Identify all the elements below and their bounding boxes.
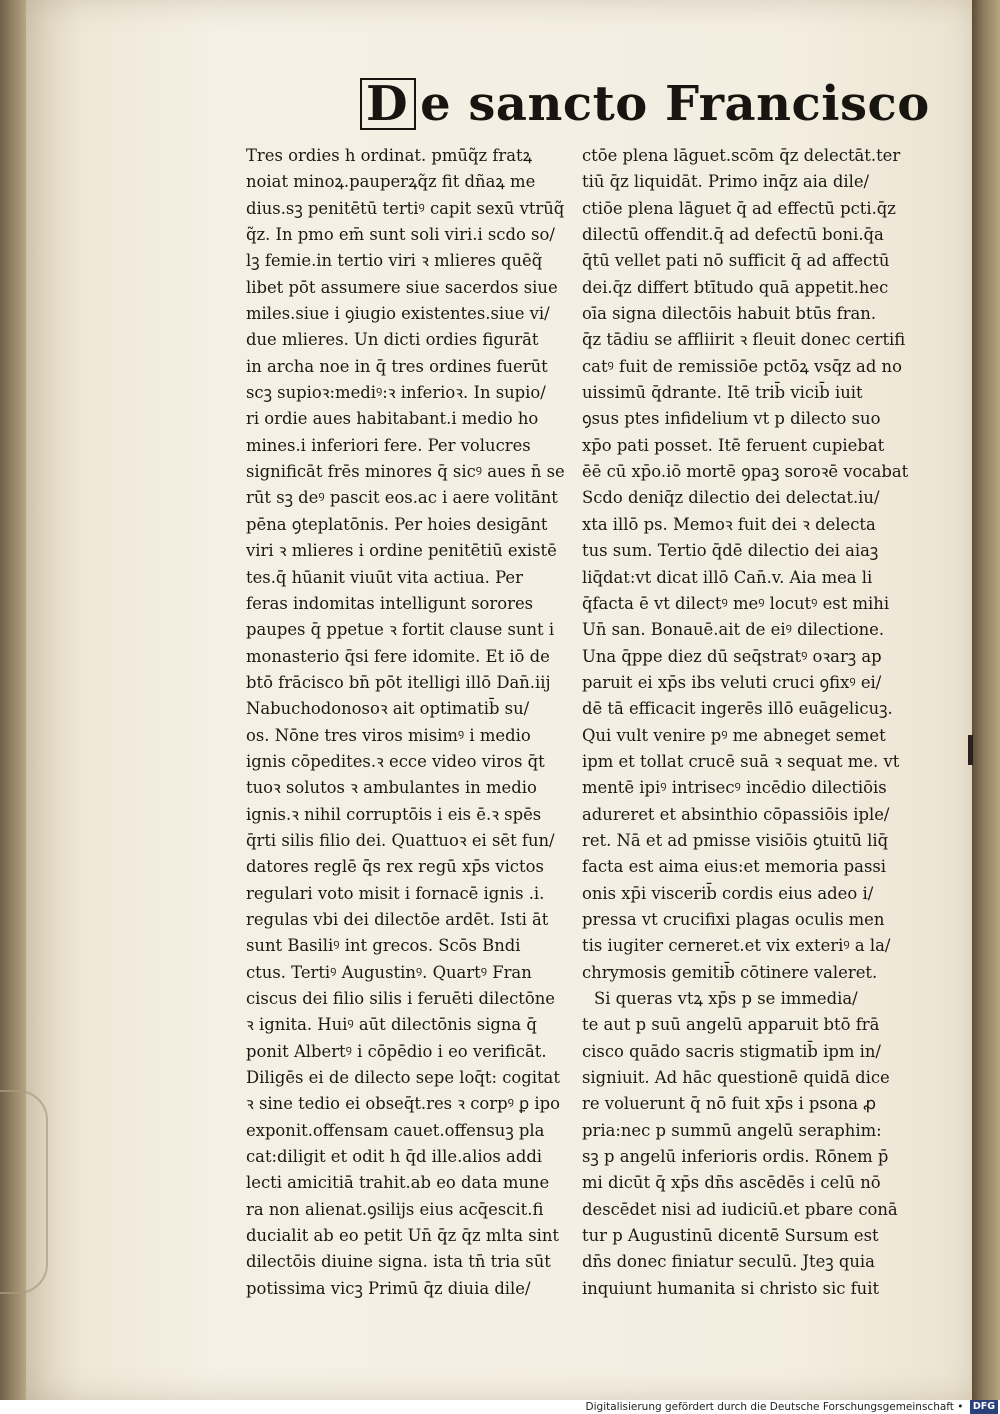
text-line: lecti amicitiā trahit.ab eo data mune xyxy=(246,1173,550,1193)
text-line: regulari voto misit i fornacē ignis .i. xyxy=(246,883,545,903)
text-line: dē tā efficacit ingerēs illō euāgelicuꝫ. xyxy=(582,699,893,719)
dfg-logo: DFG xyxy=(970,1400,998,1414)
text-line: regulas vbi dei dilectōe ardēt. Isti āt xyxy=(246,909,549,929)
text-line: dei.q̄z differt btītudo quā appetit.hec xyxy=(582,277,889,297)
text-line: potissima vicꝫ Primū q̄z diuia dile/ xyxy=(246,1278,531,1298)
text-line: re voluerunt q̄ nō fuit xp̄s i psona ꝓ xyxy=(582,1094,876,1114)
text-line: facta est aima eius:et memoria passi xyxy=(582,857,887,877)
text-line: dilectōis diuine signa. ista tn̄ tria sūt xyxy=(246,1252,551,1272)
text-line: scꝫ supioꝛ:mediꝰ:ꝛ inferioꝛ. In supio/ xyxy=(246,383,546,403)
text-line: in archa noe in q̄ tres ordines fuerūt xyxy=(246,356,548,376)
text-line: tes.q̄ hūanit viuūt vita actiua. Per xyxy=(246,567,523,587)
text-line: ctus. Tertiꝰ Augustinꝰ. Quartꝰ Fran xyxy=(246,962,532,982)
text-line: feras indomitas intelligunt sorores xyxy=(246,593,534,613)
text-line: monasterio q̄si fere idomite. Et iō de xyxy=(246,646,550,666)
text-line: libet pōt assumere siue sacerdos siue xyxy=(246,277,558,297)
text-line: mi dicūt q̄ xp̄s dn̄s ascēdēs i celū nō xyxy=(582,1173,881,1193)
text-line: dius.sꝫ penitētū tertiꝰ capit sexū vtrūq̃ xyxy=(246,198,565,218)
text-line: dilectū offendit.q̄ ad defectū boni.q̄a xyxy=(582,225,884,245)
right-binding-edge xyxy=(972,0,1000,1400)
text-line: due mlieres. Un dicti ordies figurāt xyxy=(246,330,539,350)
text-line: btō frācisco bn̄ pōt itelligi illō Dan̄.iij xyxy=(246,672,551,692)
text-line: paruit ei xp̄s ibs veluti cruci ꝯfixꝰ ei/ xyxy=(582,672,882,692)
text-line: tur p Augustinū dicentē Sursum est xyxy=(582,1226,879,1246)
text-line: ignis.ꝛ nihil corruptōis i eis ē.ꝛ spēs xyxy=(246,804,542,824)
text-line: ctōe plena lāguet.scōm q̄z delectāt.ter xyxy=(582,146,901,165)
text-line: datores reglē q̄s rex regū xp̄s victos xyxy=(246,857,544,877)
text-line: Un̄ san. Bonauē.ait de eiꝰ dilectione. xyxy=(582,620,885,640)
text-line: xta illō ps. Memoꝛ fuit dei ꝛ delecta xyxy=(582,514,876,534)
text-line: ra non alienat.ꝯsilijs eius acq̄escit.fi xyxy=(246,1199,544,1219)
text-line: Tres ordies h ordinat. pmūq̃z fratꝝ xyxy=(246,146,533,165)
text-line: paupes q̄ ppetue ꝛ fortit clause sunt i xyxy=(246,620,555,640)
text-line: viri ꝛ mlieres i ordine penitētiū existē xyxy=(246,541,557,561)
text-line: ri ordie aues habitabant.i medio ho xyxy=(246,409,539,429)
text-line: ducialit ab eo petit Un̄ q̄z q̄z mlta sint xyxy=(246,1226,559,1246)
text-line: Nabuchodonosoꝛ ait optimatib̄ su/ xyxy=(246,699,530,719)
text-column-right xyxy=(582,143,917,1302)
text-line: Scdo deniq̄z dilectio dei delectat.iu/ xyxy=(582,488,880,508)
text-line: oīa signa dilectōis habuit btūs fran. xyxy=(582,304,877,324)
text-line: Diligēs ei de dilecto sepe loq̄t: cogitat xyxy=(246,1068,560,1088)
text-line: q̄rti silis filio dei. Quattuoꝛ ei sēt fun/ xyxy=(246,830,555,850)
text-line: ponit Albertꝰ i cōpēdio i eo verificāt. xyxy=(246,1041,547,1061)
text-line: ꝛ ignita. Huiꝰ aūt dilectōnis signa q̄ xyxy=(246,1015,537,1035)
text-line: dn̄s donec finiatur seculū. Jteꝫ quia xyxy=(582,1252,875,1272)
text-line: pria:nec p summū angelū seraphim: xyxy=(582,1120,882,1140)
text-line: cat:diligit et odit h q̄d ille.alios addi xyxy=(246,1147,543,1167)
text-column-left xyxy=(246,143,581,1302)
text-line: signiuit. Ad hāc questionē quidā dice xyxy=(582,1068,890,1088)
text-line: Qui vult venire pꝰ me abneget semet xyxy=(582,725,886,745)
text-line: Una q̄ppe diez dū seq̄stratꝰ oꝛarꝫ ap xyxy=(582,646,882,666)
text-line: mines.i inferiori fere. Per volucres xyxy=(246,435,531,455)
text-line: ctiōe plena lāguet q̄ ad effectū pcti.q̄z xyxy=(582,198,896,218)
text-line: noiat minoꝝ.pauperꝝq̃z fit dñaꝝ me xyxy=(246,172,536,192)
text-line: rūt sꝫ deꝰ pascit eos.ac i aere volitānt xyxy=(246,488,558,508)
footer-bar xyxy=(0,1400,1000,1414)
text-line: os. Nōne tres viros misimꝰ i medio xyxy=(246,725,531,745)
page-heading xyxy=(360,76,930,146)
text-line: onis xp̄i viscerib̄ cordis eius adeo i/ xyxy=(582,883,874,903)
text-line: pressa vt crucifixi plagas oculis men xyxy=(582,909,885,929)
text-line: ꝯsus ptes infidelium vt p dilecto suo xyxy=(582,409,881,429)
text-line: inquiunt humanita si christo sic fuit xyxy=(582,1278,880,1298)
text-line: adureret et absinthio cōpassiōis iple/ xyxy=(582,804,890,824)
margin-mark xyxy=(968,735,973,765)
text-line: te aut p suū angelū apparuit btō frā xyxy=(582,1015,880,1035)
footer-text: Digitalisierung gefördert durch die Deutsche Forschungsgemeinschaft xyxy=(585,1401,954,1413)
text-line: ciscus dei filio silis i feruēti dilectōne xyxy=(246,989,556,1008)
text-line: ēē cū xp̄o.iō mortē ꝯpaꝫ soroꝛē vocabat xyxy=(582,462,909,482)
text-line: q̄facta ē vt dilectꝰ meꝰ locutꝰ est mihi xyxy=(582,593,890,613)
text-line: q̄tū vellet pati nō sufficit q̄ ad affectū xyxy=(582,251,890,271)
text-line: uissimū q̄drante. Itē trib̄ vicib̄ iuit xyxy=(582,383,863,403)
text-line: cisco quādo sacris stigmatib̄ ipm in/ xyxy=(582,1041,881,1061)
text-line: xp̄o pati posset. Itē feruent cupiebat xyxy=(582,435,885,455)
text-line: q̄z tādiu se affliirit ꝛ fleuit donec certifi xyxy=(582,330,906,350)
text-line: ignis cōpedites.ꝛ ecce video viros q̄t xyxy=(246,751,545,771)
text-line: Si queras vtꝝ xp̄s p se immedia/ xyxy=(594,989,858,1008)
heading-text: e sancto Francisco xyxy=(420,76,930,132)
text-line: significāt frēs minores q̄ sicꝰ aues n̄ se xyxy=(246,462,565,482)
text-line: tuoꝛ solutos ꝛ ambulantes in medio xyxy=(246,778,537,798)
text-line: mentē ipiꝰ intrisecꝰ incēdio dilectiōis xyxy=(582,778,887,798)
text-line: ret. Nā et ad pmisse visiōis ꝯtuitū liq̄ xyxy=(582,830,889,850)
text-line: ꝛ sine tedio ei obseq̄t.res ꝛ corpꝰ ꝑ ipo xyxy=(246,1094,560,1114)
text-line: liq̄dat:vt dicat illō Can̄.v. Aia mea li xyxy=(582,567,873,587)
text-line: q̃z. In pmo em̄ sunt soli viri.i scdo so/ xyxy=(246,225,555,245)
text-line: descēdet nisi ad iudiciū.et pbare conā xyxy=(582,1199,898,1219)
text-line: lꝫ femie.in tertio viri ꝛ mlieres quēq̃ xyxy=(246,251,543,271)
text-line: sunt Basiliꝰ int grecos. Scōs Bndi xyxy=(246,936,521,956)
text-line: tus sum. Tertio q̄dē dilectio dei aiaꝫ xyxy=(582,541,879,561)
text-line: catꝰ fuit de remissiōe pctōꝝ vsq̄z ad no xyxy=(582,356,902,376)
text-line: tis iugiter cerneret.et vix exteriꝰ a la/ xyxy=(582,936,891,956)
text-line: chrymosis gemitib̄ cōtinere valeret. xyxy=(582,962,878,982)
text-line: tiū q̄z liquidāt. Primo inq̄z aia dile/ xyxy=(582,172,870,192)
text-line: exponit.offensam cauet.offensuꝫ pla xyxy=(246,1120,545,1140)
clasp-outline xyxy=(0,1090,48,1294)
text-line: pēna ꝯteplatōnis. Per hoies desigānt xyxy=(246,514,548,534)
footer-separator: • xyxy=(957,1401,964,1413)
heading-initial: D xyxy=(360,78,416,130)
text-line: ipm et tollat crucē suā ꝛ sequat me. vt xyxy=(582,751,900,771)
text-line: miles.siue i ꝯiugio existentes.siue vi/ xyxy=(246,304,550,324)
text-line: sꝫ p angelū inferioris ordis. Rōnem p̄ xyxy=(582,1147,889,1167)
